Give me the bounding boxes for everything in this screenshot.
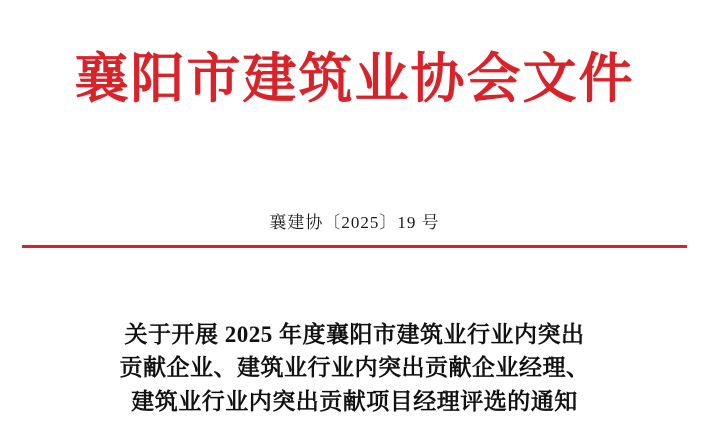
document-subject [62, 318, 647, 418]
subject-line: 贡献企业、建筑业行业内突出贡献企业经理、 [119, 355, 590, 381]
red-divider-rule [22, 245, 687, 248]
subject-line: 建筑业行业内突出贡献项目经理评选的通知 [131, 388, 578, 414]
subject-line: 关于开展 2025 年度襄阳市建筑业行业内突出 [124, 322, 585, 347]
document-number: 襄建协〔2025〕19 号 [269, 213, 440, 232]
document-title: 襄阳市建筑业协会文件 [74, 49, 635, 109]
